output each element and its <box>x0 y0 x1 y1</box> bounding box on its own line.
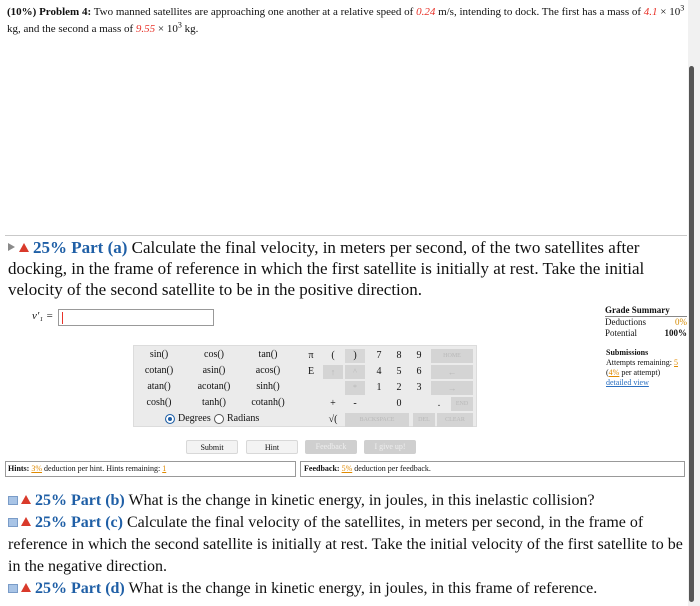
hints-bar <box>5 461 296 477</box>
potential-label: Potential <box>605 328 637 338</box>
warning-icon <box>21 495 31 504</box>
answer-input[interactable] <box>58 309 214 326</box>
dot-key[interactable]: . <box>437 398 441 409</box>
up-arrow-key[interactable]: ↑ <box>323 365 343 379</box>
hints-pct: 3% <box>31 464 43 473</box>
hint-button[interactable]: Hint <box>246 440 298 454</box>
exponent-2: 3 <box>177 20 182 30</box>
acotan-button[interactable]: acotan() <box>197 381 231 392</box>
digit-7-key[interactable]: 7 <box>376 350 382 361</box>
tan-button[interactable]: tan() <box>258 349 278 360</box>
degrees-label: Degrees <box>178 413 211 424</box>
part-d-header[interactable] <box>8 578 690 600</box>
warning-icon <box>21 583 31 592</box>
answer-label: v′₁ = <box>32 310 54 322</box>
part-c-header[interactable] <box>8 512 690 578</box>
detailed-view-link[interactable]: detailed view <box>606 378 649 387</box>
problem-weight: (10%) <box>7 6 37 18</box>
problem-text-1: Two manned satellites are approaching one another at a relative speed of <box>93 6 414 18</box>
part-b-header[interactable] <box>8 490 690 512</box>
radians-label: Radians <box>227 413 260 424</box>
tanh-button[interactable]: tanh() <box>202 397 226 408</box>
problem-unit: kg. <box>184 23 199 35</box>
digit-6-key[interactable]: 6 <box>416 366 422 377</box>
exponent-1: 3 <box>680 3 685 13</box>
cotan-button[interactable]: cotan() <box>144 365 174 376</box>
close-paren-key[interactable]: ) <box>345 349 365 363</box>
radio-selected-icon <box>165 414 175 424</box>
feedback-button[interactable]: Feedback <box>305 440 357 454</box>
part-a-text: Calculate the final velocity, in meters per second, of the two satellites after docking, in the frame of reference in which the first satellite is initially at rest. Take the initial velocity of the second satellite to be in the positive direction. <box>8 238 645 299</box>
per-attempt-open: ( <box>606 368 609 377</box>
digit-2-key[interactable]: 2 <box>396 382 402 393</box>
part-c-text: Calculate the final velocity of the satellites, in meters per second, in the frame of reference in which the second satellite is initially at rest. Take the initial velocity of the first satellite to be in the negative direction. <box>8 514 683 575</box>
home-key[interactable]: HOME <box>431 349 473 363</box>
del-key[interactable]: DEL <box>413 413 435 427</box>
per-attempt-pct: 4% <box>608 368 620 377</box>
right-arrow-key[interactable]: → <box>431 381 473 395</box>
digit-1-key[interactable]: 1 <box>376 382 382 393</box>
digit-3-key[interactable]: 3 <box>416 382 422 393</box>
digit-9-key[interactable]: 9 <box>416 350 422 361</box>
degrees-radio[interactable] <box>165 413 211 424</box>
hints-text: deduction per hint. Hints remaining: <box>44 464 161 473</box>
part-c-percent: 25% Part (c) <box>35 514 123 531</box>
part-d-text: What is the change in kinetic energy, in joules, in this frame of reference. <box>128 580 598 597</box>
sinh-button[interactable]: sinh() <box>256 381 280 392</box>
text-caret <box>62 312 63 324</box>
end-key[interactable]: END <box>451 397 473 411</box>
give-up-button[interactable]: I give up! <box>364 440 416 454</box>
per-attempt-text: per attempt) <box>621 368 661 377</box>
submissions-panel <box>606 348 688 388</box>
part-b-text: What is the change in kinetic energy, in joules, in this inelastic collision? <box>128 492 595 509</box>
clear-key[interactable]: CLEAR <box>437 413 473 427</box>
part-d-percent: 25% Part (d) <box>35 580 125 597</box>
mass2-value: 9.55 <box>135 23 156 35</box>
times-ten-1: × 10 <box>660 6 681 18</box>
sqrt-key[interactable]: √( <box>328 414 338 425</box>
feedback-label: Feedback: <box>304 464 340 473</box>
part-icon <box>8 496 18 505</box>
multiply-key[interactable]: * <box>345 381 365 395</box>
expand-triangle-icon[interactable] <box>8 243 15 251</box>
problem-text-3: kg, and the second a mass of <box>7 23 134 35</box>
pow-key[interactable]: ^ <box>345 365 365 379</box>
part-b-percent: 25% Part (b) <box>35 492 125 509</box>
cos-button[interactable]: cos() <box>204 349 224 360</box>
submissions-title: Submissions <box>606 348 649 357</box>
grade-summary <box>605 305 687 339</box>
deductions-label: Deductions <box>605 317 646 327</box>
digit-0-key[interactable]: 0 <box>396 398 402 409</box>
acos-button[interactable]: acos() <box>255 365 281 376</box>
part-icon <box>8 518 18 527</box>
grade-summary-title: Grade Summary <box>605 305 687 317</box>
potential-value: 100% <box>664 328 687 338</box>
mass1-value: 4.1 <box>643 6 658 18</box>
warning-icon <box>19 243 29 252</box>
cosh-button[interactable]: cosh() <box>146 397 172 408</box>
digit-4-key[interactable]: 4 <box>376 366 382 377</box>
minus-key[interactable]: - <box>353 398 357 409</box>
hints-label: Hints: <box>8 464 30 473</box>
open-paren-key[interactable]: ( <box>331 350 335 361</box>
feedback-bar <box>300 461 685 477</box>
e-key[interactable]: E <box>307 366 315 377</box>
problem-label: Problem 4: <box>39 6 92 18</box>
cotanh-button[interactable]: cotanh() <box>251 397 285 408</box>
part-a-header[interactable] <box>8 237 684 300</box>
left-arrow-key[interactable]: ← <box>431 365 473 379</box>
radio-unselected-icon <box>214 414 224 424</box>
radians-radio[interactable] <box>214 413 259 424</box>
times-ten-2: × 10 <box>157 23 178 35</box>
problem-text-2: m/s, intending to dock. The first has a mass of <box>438 6 642 18</box>
feedback-pct: 5% <box>341 464 353 473</box>
digit-8-key[interactable]: 8 <box>396 350 402 361</box>
feedback-text: deduction per feedback. <box>354 464 431 473</box>
digit-5-key[interactable]: 5 <box>396 366 402 377</box>
backspace-key[interactable]: BACKSPACE <box>345 413 409 427</box>
problem-statement <box>7 4 687 38</box>
warning-icon <box>21 517 31 526</box>
part-a-percent: 25% Part (a) <box>33 238 128 257</box>
plus-key[interactable]: + <box>330 398 336 409</box>
other-parts <box>8 490 690 600</box>
part-icon <box>8 584 18 593</box>
atan-button[interactable]: atan() <box>147 381 171 392</box>
sin-button[interactable]: sin() <box>149 349 169 360</box>
submit-button[interactable]: Submit <box>186 440 238 454</box>
attempts-value: 5 <box>674 358 678 367</box>
pi-key[interactable]: π <box>308 350 314 361</box>
deductions-value: 0% <box>675 317 687 327</box>
attempts-label: Attempts remaining: <box>606 358 672 367</box>
speed-value: 0.24 <box>416 6 436 18</box>
hints-remaining: 1 <box>162 464 167 473</box>
asin-button[interactable]: asin() <box>202 365 226 376</box>
